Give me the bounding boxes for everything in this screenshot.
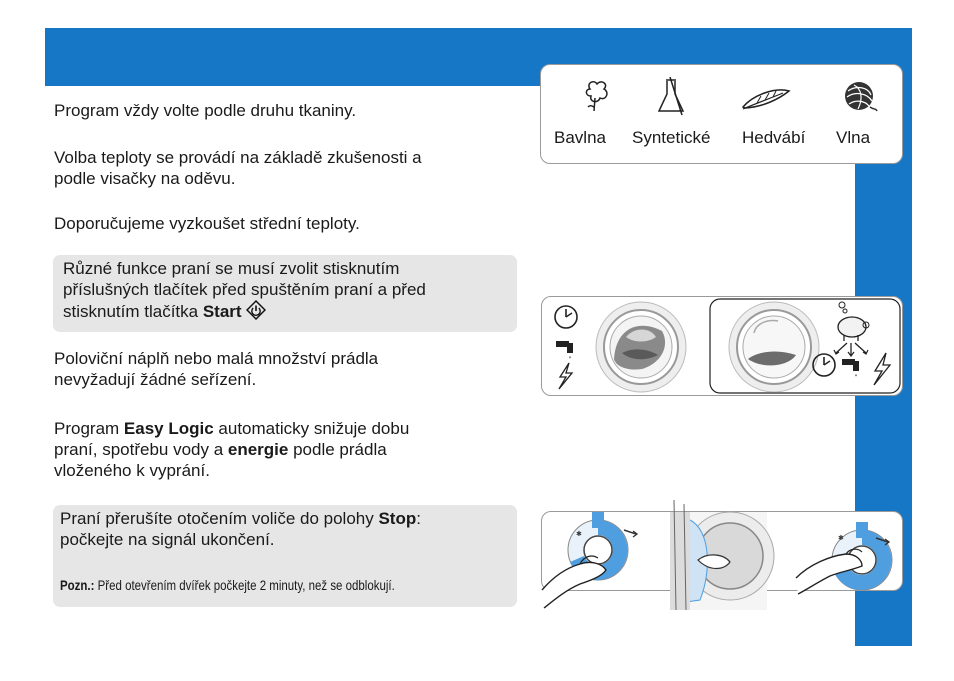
paragraph-easy-logic: Program Easy Logic automaticky snižuje dobu praní, spotřebu vody a energie podle prádla vloženého k vyprání. bbox=[54, 419, 410, 480]
water-tap-icon bbox=[842, 359, 859, 376]
drum-half-load bbox=[729, 302, 819, 392]
feather-icon bbox=[739, 77, 793, 122]
piggy-bank-icon bbox=[838, 302, 869, 341]
paragraph-half-load: Poloviční náplň nebo malá množství prádla nevyžadují žádné seřízení. bbox=[54, 349, 379, 389]
paragraph-temperature: Volba teploty se provádí na základě zkušenosti a podle visačky na oděvu. bbox=[54, 148, 422, 188]
drum-illustration bbox=[542, 297, 902, 395]
wool-ball-icon bbox=[840, 77, 880, 122]
door-note: Pozn.: Před otevřením dvířek počkejte 2 minuty, než se odblokují. bbox=[60, 577, 395, 593]
timer-icon bbox=[813, 354, 835, 376]
timer-icon bbox=[555, 306, 577, 328]
fabric-label: Bavlna bbox=[554, 128, 606, 147]
dial-illustration bbox=[540, 490, 920, 610]
water-tap-icon bbox=[556, 341, 573, 358]
fabric-label: Hedvábí bbox=[742, 128, 806, 147]
svg-text:✱: ✱ bbox=[576, 531, 582, 538]
arrows-icon bbox=[834, 343, 868, 356]
paragraph-recommend: Doporučujeme vyzkoušet střední teploty. bbox=[54, 214, 360, 233]
cotton-flower-icon bbox=[576, 77, 616, 122]
fabric-types-panel bbox=[540, 64, 903, 164]
flask-icon bbox=[654, 77, 690, 122]
stop-dial-panel bbox=[541, 511, 903, 591]
electricity-icon bbox=[559, 363, 572, 389]
drum-full-load bbox=[596, 302, 686, 392]
paragraph-fabric: Program vždy volte podle druhu tkaniny. bbox=[54, 101, 357, 120]
svg-text:✱: ✱ bbox=[838, 535, 844, 542]
load-illustration-panel bbox=[541, 296, 903, 396]
fabric-label: Vlna bbox=[836, 128, 871, 147]
note-stop: Praní přerušíte otočením voliče do polohy Stop: počkejte na signál ukončení. Pozn.: Před otevřením dvířek počkejte 2 minuty, než se odblokují. bbox=[53, 505, 517, 607]
note-functions: Různé funkce praní se musí zvolit stisknutím příslušných tlačítek před spuštěním praní a před stisknutím tlačítka Start bbox=[53, 255, 517, 332]
door-illustration bbox=[670, 500, 774, 610]
fabric-label: Syntetické bbox=[632, 128, 711, 147]
start-icon bbox=[246, 300, 266, 325]
electricity-icon bbox=[874, 353, 890, 385]
